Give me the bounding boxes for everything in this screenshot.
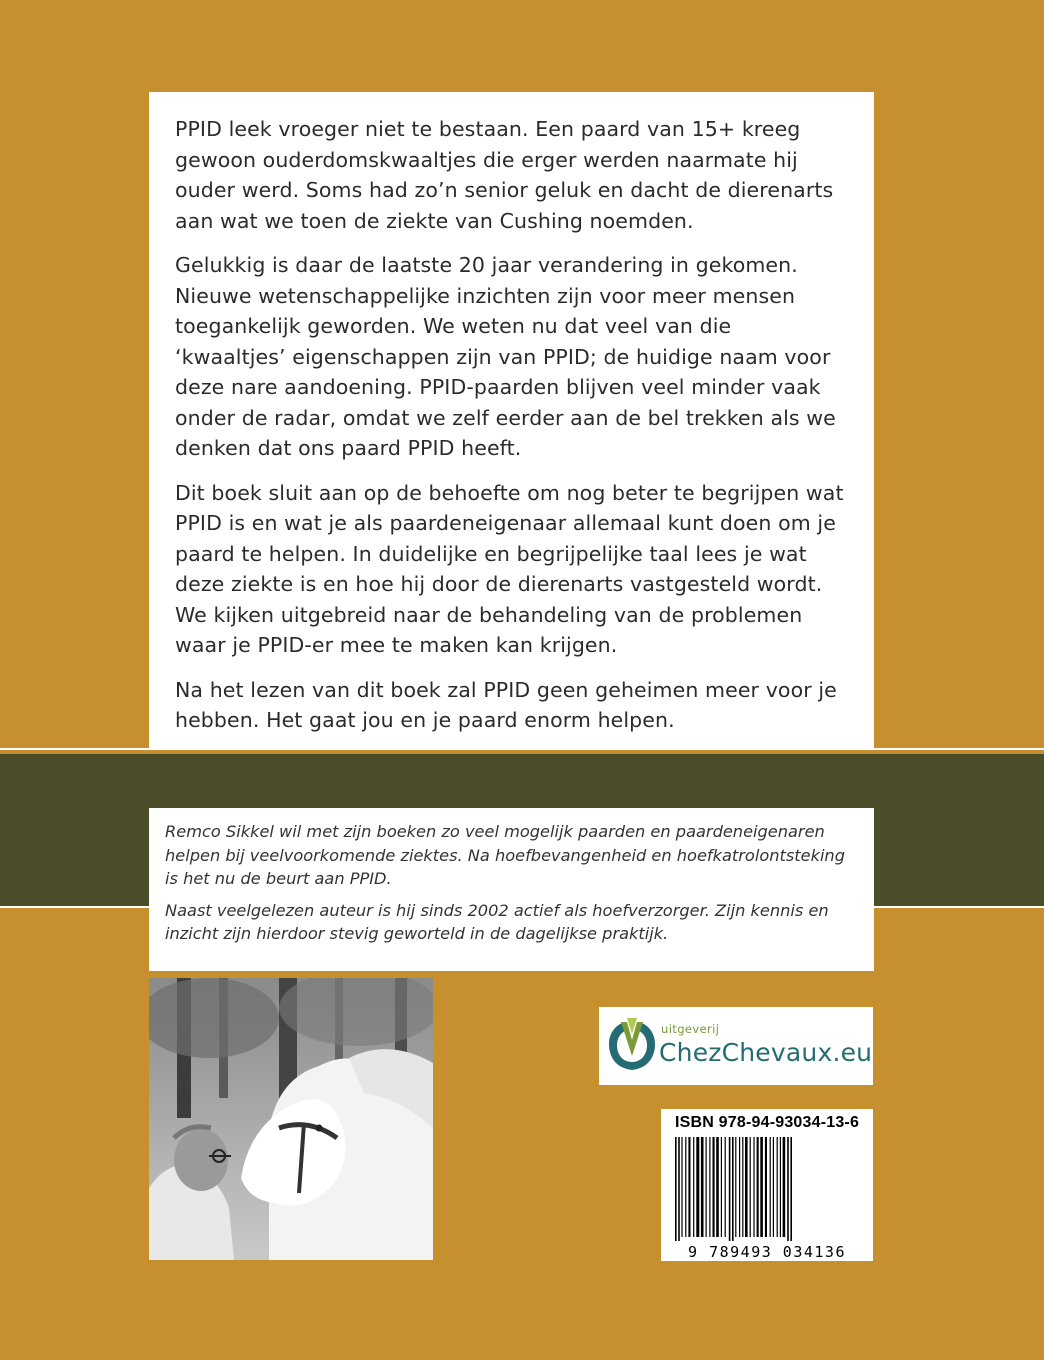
blurb-panel [149,92,874,750]
barcode-bar [713,1137,715,1237]
barcode-bar [725,1137,726,1237]
blurb-paragraph: PPID leek vroeger niet te bestaan. Een paard van 15+ kreeg gewoon ouderdomskwaaltjes die erger werden naarmate hij ouder werd. Soms had zo’n senior geluk en dacht de dierenarts aan wat we toen de ziekte van Cushing noemden. [175,117,834,233]
barcode-bar [735,1137,736,1237]
publisher-logo [599,1007,873,1085]
publisher-label: uitgeverij [661,1022,720,1036]
barcode-bar [783,1137,786,1237]
barcode-bar [757,1137,759,1237]
barcode-bar [790,1137,792,1241]
barcode-bar [716,1137,719,1237]
author-photo [149,978,433,1260]
blurb-paragraph: Dit boek sluit aan op de behoefte om nog beter te begrijpen wat PPID is en wat je als paardeneigenaar allemaal kunt doen om je paard te helpen. In duidelijke en begrijpelijke taal lees je wat deze ziekte is en hoe hij door de dierenarts vastgesteld wordt. We kijken uitgebreid naar de behandeling van de problemen waar je PPID-er mee te maken kan krijgen. [175,480,844,657]
author-bio-paragraph: Naast veelgelezen auteur is hij sinds 2002 actief als hoefverzorger. Zijn kennis en inzicht zijn hierdoor stevig geworteld in de dagelijkse praktijk. [165,900,829,943]
barcode-bar [753,1137,754,1237]
barcode-bar [693,1137,694,1237]
barcode-bar [745,1137,748,1237]
barcode-bar [732,1137,734,1241]
barcode-bar [688,1137,690,1237]
blurb-paragraph: Na het lezen van dit boek zal PPID geen geheimen meer voor je hebben. Het gaat jou en je paard enorm helpen. [175,677,837,732]
barcode-bar [685,1137,686,1237]
barcode-bar [765,1137,767,1237]
barcode-bar [721,1137,722,1237]
barcode-bar [739,1137,740,1237]
barcode-bar [709,1137,710,1237]
barcode-bars [661,1109,873,1241]
barcode-bar [787,1137,789,1241]
blurb-paragraph: Gelukkig is daar de laatste 20 jaar verandering in gekomen. Nieuwe wetenschappelijke inzichten zijn voor meer mensen toegankelijk geworden. We weten nu dat veel van die ‘kwaaltjes’ eigenschappen zijn van PPID; de huidige naam voor deze nare aandoening. PPID-paarden blijven veel minder vaak onder de radar, omdat we zelf eerder aan de bel trekken als we denken dat ons paard PPID heeft. [175,253,836,460]
barcode-bar [760,1137,763,1237]
barcode-bar [706,1137,707,1237]
barcode-bar [681,1137,682,1237]
barcode-bar [750,1137,751,1237]
barcode-bar [675,1137,677,1241]
barcode-bar [678,1137,680,1241]
barcode-bar [780,1137,781,1237]
author-with-horse-image [149,978,433,1260]
barcode-bar [773,1137,774,1237]
barcode-bar [742,1137,743,1237]
barcode-bar [729,1137,731,1241]
isbn-barcode [661,1109,873,1261]
publisher-name: ChezChevaux.eu [659,1038,873,1067]
horseshoe-v-icon [607,1018,657,1074]
author-bio-paragraph: Remco Sikkel wil met zijn boeken zo veel mogelijk paarden en paardeneigenaren helpen bij veelvoorkomende ziektes. Na hoefbevangenheid en hoefkatrolontsteking is het nu de beurt aan PPID. [165,822,845,888]
isbn-label: ISBN 978-94-93034-13-6 [675,1114,860,1131]
barcode-bar [696,1137,699,1237]
author-bio-panel [149,808,874,971]
barcode-bar [777,1137,778,1237]
barcode-bar [701,1137,704,1237]
ean-digits: 9 789493 034136 [688,1243,846,1261]
divider-line [0,748,1044,750]
barcode-bar [770,1137,771,1237]
